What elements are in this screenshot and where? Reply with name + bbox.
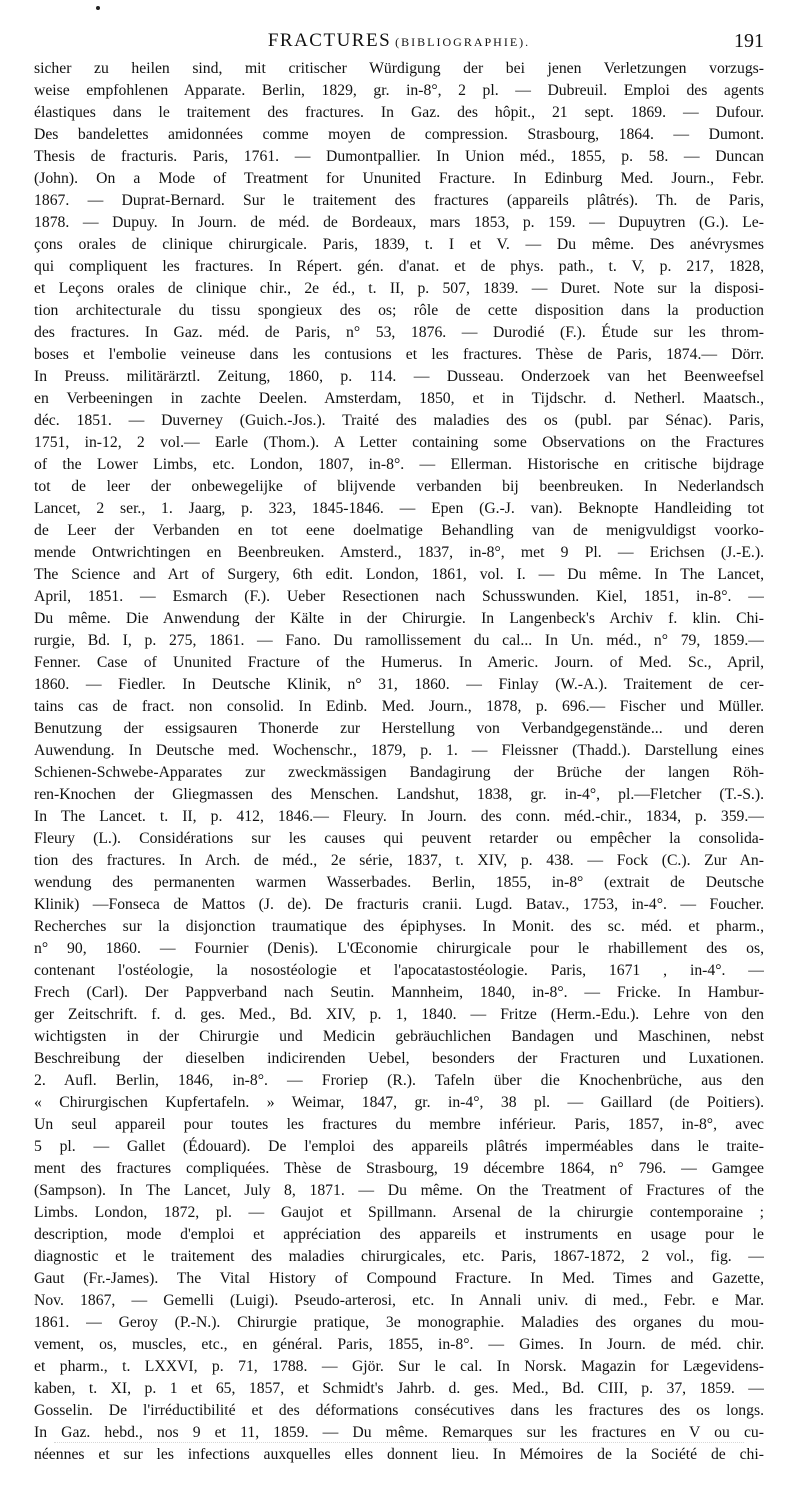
text-line: élastiques dans le traitement des fractures. In Gaz. des hôpit., 21 sept. 1869. — Dufour. bbox=[34, 104, 764, 121]
text-line: description, mode d'emploi et appréciation des appareils et instruments en usage pour le bbox=[34, 1226, 764, 1243]
text-line: (Sampson). In The Lancet, July 8, 1871. — Du même. On the Treatment of Fractures of the bbox=[34, 1182, 764, 1199]
text-line: The Science and Art of Surgery, 6th edit. London, 1861, vol. I. — Du même. In The Lancet, bbox=[34, 566, 764, 583]
text-line: Klinik) —Fonseca de Mattos (J. de). De fracturis cranii. Lugd. Batav., 1753, in-4°. — Foucher. bbox=[34, 896, 764, 913]
text-line: Des bandelettes amidonnées comme moyen de compression. Strasbourg, 1864. — Dumont. bbox=[34, 126, 764, 143]
text-line: n° 90, 1860. — Fournier (Denis). L'Œconomie chirurgicale pour le rhabillement des os, bbox=[34, 940, 764, 957]
text-line: Limbs. London, 1872, pl. — Gaujot et Spillmann. Arsenal de la chirurgie contemporaine ; bbox=[34, 1204, 764, 1221]
text-line: des fractures. In Gaz. méd. de Paris, n° 53, 1876. — Durodié (F.). Étude sur les throm- bbox=[34, 324, 764, 341]
text-line: 2. Aufl. Berlin, 1846, in-8°. — Froriep (R.). Tafeln über die Knochenbrüche, aus den bbox=[34, 1072, 764, 1089]
text-line: Fenner. Case of Ununited Fracture of the Humerus. In Americ. Journ. of Med. Sc., April, bbox=[34, 654, 764, 671]
text-line: Du même. Die Anwendung der Kälte in der Chirurgie. In Langenbeck's Archiv f. klin. Chi- bbox=[34, 610, 764, 627]
text-line: In Preuss. militärärztl. Zeitung, 1860, p. 114. — Dusseau. Onderzoek van het Beenweefsel bbox=[34, 368, 764, 385]
text-line: Gaut (Fr.-James). The Vital History of Compound Fracture. In Med. Times and Gazette, bbox=[34, 1270, 764, 1287]
text-line: néennes et sur les infections auxquelles elles donnent lieu. In Mémoires de la Société de chi- bbox=[34, 1446, 764, 1463]
text-line: 1861. — Geroy (P.-N.). Chirurgie pratique, 3e monographie. Maladies des organes du mou- bbox=[34, 1314, 764, 1331]
text-line: Beschreibung der dieselben indicirenden Uebel, besonders der Fracturen und Luxationen. bbox=[34, 1050, 764, 1067]
text-line: 1860. — Fiedler. In Deutsche Klinik, n° 31, 1860. — Finlay (W.-A.). Traitement de cer- bbox=[34, 676, 764, 693]
text-line: Benutzung der essigsauren Thonerde zur Herstellung von Verbandgegenstände... und deren bbox=[34, 720, 764, 737]
text-line: Auwendung. In Deutsche med. Wochenschr., 1879, p. 1. — Fleissner (Thadd.). Darstellung eines bbox=[34, 742, 764, 759]
text-line: boses et l'embolie veineuse dans les contusions et les fractures. Thèse de Paris, 1874.— Dörr. bbox=[34, 346, 764, 363]
text-line: et Leçons orales de clinique chir., 2e éd., t. II, p. 507, 1839. — Duret. Note sur la disposi- bbox=[34, 280, 764, 297]
text-line: of the Lower Limbs, etc. London, 1807, in-8°. — Ellerman. Historische en critische bijdrage bbox=[34, 456, 764, 473]
text-line: 1867. — Duprat-Bernard. Sur le traitement des fractures (appareils plâtrés). Th. de Paris, bbox=[34, 192, 764, 209]
text-line: Un seul appareil pour toutes les fractures du membre inférieur. Paris, 1857, in-8°, avec bbox=[34, 1116, 764, 1133]
text-line: qui compliquent les fractures. In Répert. gén. d'anat. et de phys. path., t. V, p. 217, 1828, bbox=[34, 258, 764, 275]
print-dot bbox=[96, 6, 100, 10]
text-line: 1878. — Dupuy. In Journ. de méd. de Bordeaux, mars 1853, p. 159. — Dupuytren (G.). Le- bbox=[34, 214, 764, 231]
text-line: ren-Knochen der Gliegmassen des Menschen. Landshut, 1838, gr. in-4°, pl.—Fletcher (T.-S.). bbox=[34, 786, 764, 803]
book-page bbox=[34, 24, 764, 1464]
text-line: déc. 1851. — Duverney (Guich.-Jos.). Traité des maladies des os (publ. par Sénac). Paris, bbox=[34, 412, 764, 429]
text-line: Nov. 1867, — Gemelli (Luigi). Pseudo-arterosi, etc. In Annali univ. di med., Febr. e Mar. bbox=[34, 1292, 764, 1309]
text-line: kaben, t. XI, p. 1 et 65, 1857, et Schmidt's Jahrb. d. ges. Med., Bd. CIII, p. 37, 1859. — bbox=[34, 1380, 764, 1397]
text-line: In Gaz. hebd., nos 9 et 11, 1859. — Du même. Remarques sur les fractures en V ou cu- bbox=[34, 1424, 764, 1441]
text-line: weise empfohlenen Apparate. Berlin, 1829, gr. in-8°, 2 pl. — Dubreuil. Emploi des agents bbox=[34, 82, 764, 99]
text-line: mende Ontwrichtingen en Beenbreuken. Amsterd., 1837, in-8°, met 9 Pl. — Erichsen (J.-E.). bbox=[34, 544, 764, 561]
text-line: (John). On a Mode of Treatment for Ununited Fracture. In Edinburg Med. Journ., Febr. bbox=[34, 170, 764, 187]
page-number: 191 bbox=[734, 30, 764, 52]
text-line: en Verbeeningen in zachte Deelen. Amsterdam, 1850, et in Tijdschr. d. Netherl. Maatsch., bbox=[34, 390, 764, 407]
footer-rule bbox=[54, 1442, 744, 1443]
text-line: ger Zeitschrift. f. d. ges. Med., Bd. XIV, p. 1, 1840. — Fritze (Herm.-Edu.). Lehre von den bbox=[34, 1006, 764, 1023]
text-line: wendung des permanenten warmen Wasserbades. Berlin, 1855, in-8° (extrait de Deutsche bbox=[34, 874, 764, 891]
text-line: Gosselin. De l'irréductibilité et des déformations consécutives dans les fractures des os longs. bbox=[34, 1402, 764, 1419]
text-line: de Leer der Verbanden en tot eene doelmatige Behandling van de menigvuldigst voorko- bbox=[34, 522, 764, 539]
text-line: « Chirurgischen Kupfertafeln. » Weimar, 1847, gr. in-4°, 38 pl. — Gaillard (de Poitiers). bbox=[34, 1094, 764, 1111]
text-line: In The Lancet. t. II, p. 412, 1846.— Fleury. In Journ. des conn. méd.-chir., 1834, p. 359.— bbox=[34, 808, 764, 825]
text-line: tion architecturale du tissu spongieux des os; rôle de cette disposition dans la production bbox=[34, 302, 764, 319]
text-line: çons orales de clinique chirurgicale. Paris, 1839, t. I et V. — Du même. Des anévrysmes bbox=[34, 236, 764, 253]
text-line: April, 1851. — Esmarch (F.). Ueber Resectionen nach Schusswunden. Kiel, 1851, in-8°. — bbox=[34, 588, 764, 605]
text-line: sicher zu heilen sind, mit critischer Würdigung der bei jenen Verletzungen vorzugs- bbox=[34, 60, 764, 77]
text-line: vement, os, muscles, etc., en général. Paris, 1855, in-8°. — Gimes. In Journ. de méd. chir. bbox=[34, 1336, 764, 1353]
text-line: contenant l'ostéologie, la nosostéologie et l'apocatastostéologie. Paris, 1671 , in-4°. — bbox=[34, 962, 764, 979]
text-line: diagnostic et le traitement des maladies chirurgicales, etc. Paris, 1867-1872, 2 vol., fig. — bbox=[34, 1248, 764, 1265]
text-line: tot de leer der onbewegelijke of blijvende verbanden bij beenbreuken. In Nederlandsch bbox=[34, 478, 764, 495]
text-line: wichtigsten in der Chirurgie und Medicin gebräuchlichen Bandagen und Maschinen, nebst bbox=[34, 1028, 764, 1045]
text-line: et pharm., t. LXXVI, p. 71, 1788. — Gjör. Sur le cal. In Norsk. Magazin for Lægevidens- bbox=[34, 1358, 764, 1375]
header-subtitle: (BIBLIOGRAPHIE). bbox=[395, 35, 531, 49]
text-line: Fleury (L.). Considérations sur les causes qui peuvent retarder ou empêcher la consolida- bbox=[34, 830, 764, 847]
running-header bbox=[34, 24, 764, 58]
text-line: Thesis de fracturis. Paris, 1761. — Dumontpallier. In Union méd., 1855, p. 58. — Duncan bbox=[34, 148, 764, 165]
text-line: tion des fractures. In Arch. de méd., 2e série, 1837, t. XIV, p. 438. — Fock (C.). Zur An- bbox=[34, 852, 764, 869]
text-line: tains cas de fract. non consolid. In Edinb. Med. Journ., 1878, p. 696.— Fischer und Müller. bbox=[34, 698, 764, 715]
text-line: Frech (Carl). Der Pappverband nach Seutin. Mannheim, 1840, in-8°. — Fricke. In Hambur- bbox=[34, 984, 764, 1001]
header-title: FRACTURES bbox=[267, 30, 392, 51]
text-line: 5 pl. — Gallet (Édouard). De l'emploi des appareils plâtrés imperméables dans le traite- bbox=[34, 1138, 764, 1155]
text-line: Lancet, 2 ser., 1. Jaarg, p. 323, 1845-1846. — Epen (G.-J. van). Beknopte Handleiding tot bbox=[34, 500, 764, 517]
text-line: rurgie, Bd. I, p. 275, 1861. — Fano. Du ramollissement du cal... In Un. méd., n° 79, 1859.— bbox=[34, 632, 764, 649]
text-line: 1751, in-12, 2 vol.— Earle (Thom.). A Letter containing some Observations on the Fractures bbox=[34, 434, 764, 451]
bibliography-text bbox=[34, 58, 764, 1466]
text-line: Recherches sur la disjonction traumatique des épiphyses. In Monit. des sc. méd. et pharm., bbox=[34, 918, 764, 935]
text-line: Schienen-Schwebe-Apparates zur zweckmässigen Bandagirung der Brüche der langen Röh- bbox=[34, 764, 764, 781]
text-line: ment des fractures compliquées. Thèse de Strasbourg, 19 décembre 1864, n° 796. — Gamgee bbox=[34, 1160, 764, 1177]
